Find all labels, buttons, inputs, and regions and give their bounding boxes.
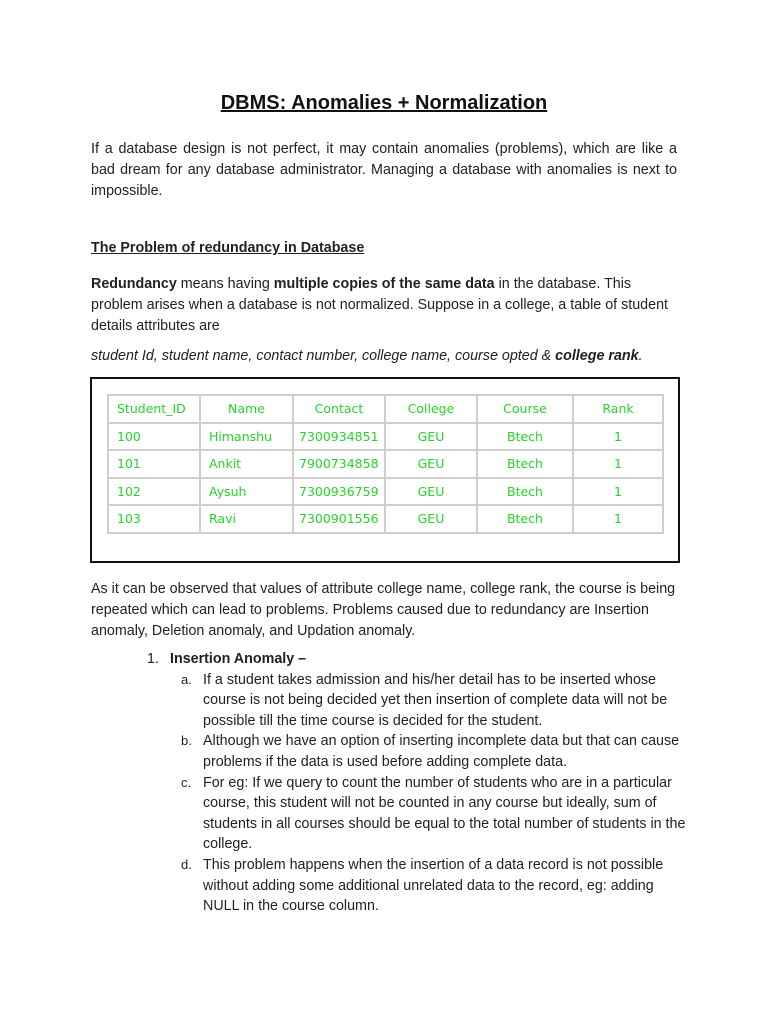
sub-list-text: Although we have an option of inserting incomplete data but that can cause problems if the data is used before adding complete data. bbox=[203, 733, 680, 770]
table-header-cell: College bbox=[385, 395, 477, 423]
table-header-row bbox=[108, 395, 663, 423]
table-cell: 7900734858 bbox=[293, 450, 385, 478]
table-row bbox=[108, 478, 663, 506]
sub-list-letter: b. bbox=[181, 733, 192, 749]
table-cell: 7300934851 bbox=[293, 423, 385, 451]
table-cell: 101 bbox=[108, 450, 200, 478]
table-cell: 1 bbox=[573, 450, 663, 478]
table-cell: Btech bbox=[477, 450, 573, 478]
sub-list bbox=[170, 670, 687, 917]
table-cell: Btech bbox=[477, 505, 573, 533]
page-title: DBMS: Anomalies + Normalization bbox=[220, 92, 548, 114]
table-cell: 1 bbox=[573, 478, 663, 506]
observation-paragraph: As it can be observed that values of attribute college name, college rank, the course is being repeated which can lead to problems. Problems caused due to redundancy are Insertion anomaly, Deletion anomaly, and Updation anomaly. bbox=[91, 581, 676, 639]
attributes-end: . bbox=[638, 348, 643, 364]
redundancy-paragraph bbox=[91, 274, 677, 337]
table-cell: Ankit bbox=[200, 450, 293, 478]
sub-list-text: This problem happens when the insertion of a data record is not possible without adding some additional unrelated data to the record, eg: adding NULL in the course column. bbox=[203, 856, 664, 915]
list-item bbox=[147, 649, 687, 917]
sub-list-text: For eg: If we query to count the number of students who are in a particular course, this student will not be counted in any course but ideally, sum of students in all courses should be equal to the total number of students in the college. bbox=[203, 774, 686, 853]
intro-paragraph: If a database design is not perfect, it may contain anomalies (problems), which are like a bad dream for any database administrator. Managing a database with anomalies is next to impossible. bbox=[91, 141, 677, 199]
attributes-line bbox=[91, 346, 677, 367]
table-header-cell: Course bbox=[477, 395, 573, 423]
student-table bbox=[107, 394, 664, 534]
table-cell: 7300936759 bbox=[293, 478, 385, 506]
table-figure bbox=[90, 377, 680, 563]
table-cell: 100 bbox=[108, 423, 200, 451]
table-cell: GEU bbox=[385, 478, 477, 506]
table-cell: 7300901556 bbox=[293, 505, 385, 533]
table-header-cell: Student_ID bbox=[108, 395, 200, 423]
table-row bbox=[108, 450, 663, 478]
table-header-cell: Name bbox=[200, 395, 293, 423]
attributes-bold: college rank bbox=[555, 348, 639, 364]
sub-list-item bbox=[170, 731, 687, 772]
table-cell: 1 bbox=[573, 505, 663, 533]
table-cell: 103 bbox=[108, 505, 200, 533]
table-cell: GEU bbox=[385, 505, 477, 533]
table-cell: Btech bbox=[477, 423, 573, 451]
table-cell: Himanshu bbox=[200, 423, 293, 451]
sub-list-item bbox=[170, 773, 687, 855]
table-cell: Aysuh bbox=[200, 478, 293, 506]
redundancy-text-1: means having bbox=[176, 276, 274, 292]
sub-list-text: If a student takes admission and his/her detail has to be inserted whose course is not being decided yet then insertion of complete data will not be possible till the time course is decided for the student. bbox=[203, 671, 668, 729]
table-cell: Btech bbox=[477, 478, 573, 506]
sub-list-letter: d. bbox=[181, 856, 192, 872]
anomaly-list bbox=[147, 649, 687, 917]
table-cell: Ravi bbox=[200, 505, 293, 533]
table-row bbox=[108, 505, 663, 533]
list-heading: Insertion Anomaly – bbox=[170, 651, 307, 667]
table-header-cell: Rank bbox=[573, 395, 663, 423]
sub-list-letter: c. bbox=[181, 774, 192, 790]
table-cell: GEU bbox=[385, 450, 477, 478]
attributes-text: student Id, student name, contact number, college name, course opted & bbox=[91, 348, 556, 364]
table-header-cell: Contact bbox=[293, 395, 385, 423]
table-row bbox=[108, 423, 663, 451]
redundancy-text-2: in the database. This problem arises when a database is not normalized. Suppose in a college, a table of student details attributes are bbox=[91, 276, 668, 334]
redundancy-emphasis: multiple copies of the same data bbox=[273, 276, 495, 292]
table-cell: GEU bbox=[385, 423, 477, 451]
list-number: 1. bbox=[147, 651, 159, 667]
sub-list-item bbox=[170, 855, 687, 917]
table-cell: 102 bbox=[108, 478, 200, 506]
redundancy-term: Redundancy bbox=[91, 276, 177, 292]
section-heading: The Problem of redundancy in Database bbox=[91, 240, 365, 256]
table-cell: 1 bbox=[573, 423, 663, 451]
sub-list-letter: a. bbox=[181, 671, 192, 687]
sub-list-item bbox=[170, 670, 687, 732]
